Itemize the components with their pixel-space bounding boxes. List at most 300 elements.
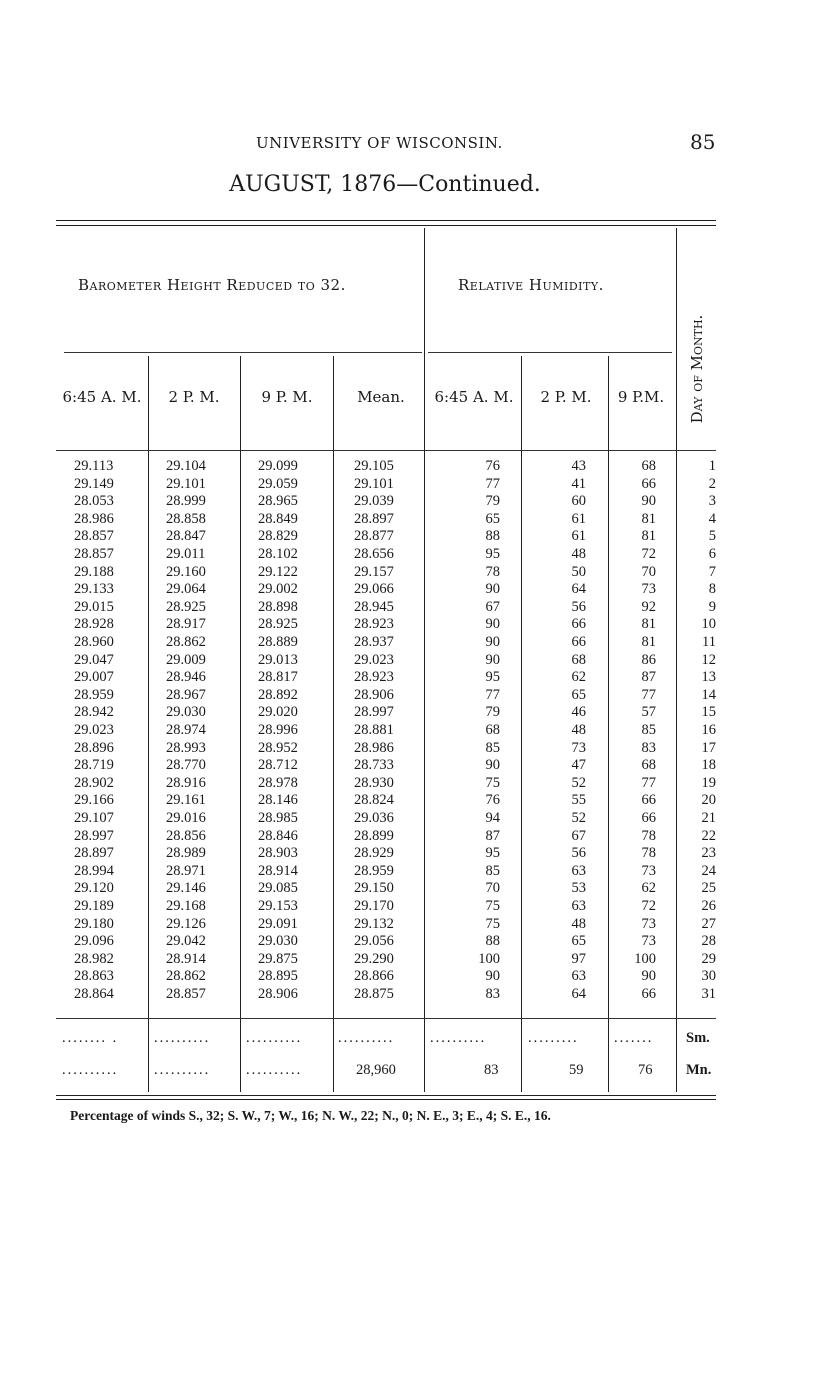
cell-hum-am: 95 [485, 845, 500, 862]
cell-baro-2pm: 29.146 [166, 880, 206, 897]
cell-hum-2pm: 97 [571, 950, 586, 967]
cell-baro-mean: 28.877 [354, 528, 394, 545]
table-row [0, 669, 824, 687]
table-row [0, 616, 824, 634]
cell-hum-9pm: 66 [641, 810, 656, 826]
cell-hum-9pm: 92 [641, 598, 656, 615]
cell-baro-2pm: 29.160 [166, 563, 206, 580]
cell-day: 17 [701, 739, 716, 756]
cell-hum-9pm: 81 [641, 510, 656, 527]
cell-baro-am: 28.959 [74, 686, 114, 703]
sum-row-dots: ......... [528, 1030, 579, 1046]
mean-humidity-2pm: 59 [569, 1062, 584, 1078]
cell-baro-am: 28.986 [74, 510, 114, 527]
cell-baro-9pm: 28.817 [258, 669, 298, 686]
cell-day: 25 [701, 880, 716, 897]
cell-hum-2pm: 48 [571, 915, 586, 932]
table-row [0, 528, 824, 546]
cell-baro-mean: 28.899 [354, 827, 394, 844]
cell-hum-am: 90 [485, 634, 500, 650]
cell-hum-2pm: 65 [571, 686, 586, 703]
cell-baro-mean: 28.923 [354, 616, 394, 633]
cell-hum-am: 94 [485, 810, 500, 826]
table-row [0, 687, 824, 705]
col-header-hum-am: 6:45 A. M. [434, 388, 514, 406]
cell-hum-am: 76 [485, 458, 500, 474]
cell-hum-9pm: 70 [641, 563, 656, 580]
cell-hum-am: 85 [485, 739, 500, 756]
cell-day: 12 [701, 651, 716, 668]
cell-baro-2pm: 29.016 [166, 810, 206, 826]
cell-baro-am: 28.857 [74, 546, 114, 562]
cell-hum-am: 75 [485, 898, 500, 914]
cell-baro-am: 28.982 [74, 950, 114, 967]
cell-baro-mean: 28.897 [354, 510, 394, 527]
cell-baro-2pm: 28.770 [166, 757, 206, 774]
cell-hum-9pm: 85 [641, 722, 656, 738]
cell-baro-am: 28.857 [74, 528, 114, 545]
cell-day: 10 [701, 616, 716, 633]
cell-hum-9pm: 81 [641, 634, 656, 650]
cell-day: 18 [701, 757, 716, 774]
cell-baro-am: 29.120 [74, 880, 114, 897]
cell-day: 29 [701, 950, 716, 967]
cell-baro-am: 29.047 [74, 651, 114, 668]
table-row [0, 599, 824, 617]
table-row [0, 933, 824, 951]
cell-baro-mean: 29.290 [354, 950, 394, 967]
cell-hum-am: 90 [485, 757, 500, 774]
cell-baro-am: 28.942 [74, 704, 114, 721]
cell-hum-am: 95 [485, 546, 500, 562]
cell-baro-am: 28.928 [74, 616, 114, 633]
cell-baro-am: 29.188 [74, 563, 114, 580]
cell-baro-mean: 29.039 [354, 493, 394, 510]
table-row [0, 951, 824, 969]
cell-day: 13 [701, 669, 716, 686]
cell-hum-9pm: 86 [641, 651, 656, 668]
table-row [0, 652, 824, 670]
table-row [0, 511, 824, 529]
cell-day: 11 [702, 634, 716, 650]
cell-day: 27 [701, 915, 716, 932]
cell-baro-9pm: 28.996 [258, 722, 298, 738]
sum-row-dots: ....... [614, 1030, 654, 1046]
cell-baro-am: 29.166 [74, 792, 114, 809]
cell-hum-am: 90 [485, 651, 500, 668]
cell-baro-9pm: 29.875 [258, 950, 298, 967]
cell-baro-2pm: 28.999 [166, 493, 206, 510]
cell-hum-2pm: 60 [571, 493, 586, 510]
cell-baro-am: 29.015 [74, 598, 114, 615]
table-row [0, 898, 824, 916]
cell-baro-am: 28.994 [74, 862, 114, 879]
cell-baro-mean: 29.036 [354, 810, 394, 826]
cell-baro-2pm: 29.042 [166, 933, 206, 950]
cell-hum-2pm: 55 [571, 792, 586, 809]
cell-hum-9pm: 72 [641, 546, 656, 562]
cell-day: 8 [708, 581, 716, 598]
col-header-baro-mean: Mean. [357, 388, 405, 406]
cell-hum-9pm: 66 [641, 475, 656, 492]
cell-baro-mean: 28.929 [354, 845, 394, 862]
cell-hum-9pm: 78 [641, 845, 656, 862]
cell-baro-mean: 28.923 [354, 669, 394, 686]
cell-hum-2pm: 46 [571, 704, 586, 721]
page-title: AUGUST, 1876—Continued. [229, 172, 541, 197]
cell-baro-mean: 29.132 [354, 915, 394, 932]
cell-hum-2pm: 61 [571, 510, 586, 527]
cell-hum-am: 83 [485, 986, 500, 1002]
cell-baro-mean: 29.170 [354, 898, 394, 914]
cell-baro-mean: 29.023 [354, 651, 394, 668]
cell-hum-am: 77 [485, 475, 500, 492]
table-row [0, 476, 824, 494]
barometer-subrule [64, 352, 422, 353]
cell-baro-mean: 29.101 [354, 475, 394, 492]
cell-baro-mean: 28.997 [354, 704, 394, 721]
cell-hum-am: 79 [485, 704, 500, 721]
cell-day: 31 [701, 986, 716, 1002]
cell-day: 15 [701, 704, 716, 721]
cell-hum-9pm: 68 [641, 458, 656, 474]
table-row [0, 880, 824, 898]
table-row [0, 458, 824, 476]
cell-day: 22 [701, 827, 716, 844]
mean-row-dots: .......... [246, 1062, 303, 1078]
cell-hum-2pm: 64 [571, 581, 586, 598]
cell-hum-9pm: 73 [641, 933, 656, 950]
cell-baro-mean: 28.824 [354, 792, 394, 809]
cell-baro-9pm: 28.965 [258, 493, 298, 510]
humidity-group-header: Relative Humidity. [458, 276, 604, 294]
table-row [0, 986, 824, 1004]
cell-hum-am: 67 [485, 598, 500, 615]
cell-hum-2pm: 68 [571, 651, 586, 668]
cell-baro-mean: 28.866 [354, 968, 394, 985]
col-header-baro-9pm: 9 P. M. [261, 388, 313, 406]
cell-hum-am: 87 [485, 827, 500, 844]
table-row [0, 916, 824, 934]
cell-hum-9pm: 81 [641, 528, 656, 545]
sum-row-dots: .......... [154, 1030, 211, 1046]
mean-barometer: 28,960 [356, 1062, 396, 1078]
cell-baro-9pm: 28.102 [258, 546, 298, 562]
cell-hum-am: 77 [485, 686, 500, 703]
cell-baro-2pm: 29.126 [166, 915, 206, 932]
cell-baro-9pm: 29.013 [258, 651, 298, 668]
cell-day: 6 [708, 546, 716, 562]
table-row [0, 810, 824, 828]
cell-day: 24 [701, 862, 716, 879]
cell-hum-9pm: 81 [641, 616, 656, 633]
cell-baro-2pm: 28.857 [166, 986, 206, 1002]
table-row [0, 722, 824, 740]
table-row [0, 968, 824, 986]
cell-baro-9pm: 28.925 [258, 616, 298, 633]
cell-baro-mean: 28.930 [354, 774, 394, 791]
running-head: UNIVERSITY OF WISCONSIN. [256, 134, 503, 152]
cell-hum-2pm: 52 [571, 810, 586, 826]
cell-hum-9pm: 62 [641, 880, 656, 897]
day-of-month-label: Day of Month. [688, 314, 706, 424]
cell-baro-9pm: 29.085 [258, 880, 298, 897]
cell-baro-am: 28.863 [74, 968, 114, 985]
table-row [0, 757, 824, 775]
cell-hum-2pm: 41 [571, 475, 586, 492]
cell-baro-9pm: 29.099 [258, 458, 298, 474]
cell-baro-9pm: 29.020 [258, 704, 298, 721]
cell-hum-9pm: 77 [641, 686, 656, 703]
table-top-rule [56, 220, 716, 221]
table-row [0, 863, 824, 881]
cell-baro-2pm: 29.161 [166, 792, 206, 809]
cell-day: 5 [708, 528, 716, 545]
cell-hum-am: 68 [485, 722, 500, 738]
cell-day: 28 [701, 933, 716, 950]
cell-baro-am: 29.180 [74, 915, 114, 932]
cell-baro-mean: 28.733 [354, 757, 394, 774]
cell-baro-2pm: 29.101 [166, 475, 206, 492]
cell-baro-am: 28.960 [74, 634, 114, 650]
mean-row-dots: .......... [62, 1062, 119, 1078]
cell-baro-2pm: 29.104 [166, 458, 206, 474]
cell-baro-mean: 28.881 [354, 722, 394, 738]
cell-hum-2pm: 62 [571, 669, 586, 686]
cell-baro-9pm: 28.889 [258, 634, 298, 650]
mean-humidity-9pm: 76 [638, 1062, 653, 1078]
cell-baro-9pm: 28.898 [258, 598, 298, 615]
cell-baro-am: 29.133 [74, 581, 114, 598]
cell-hum-2pm: 56 [571, 598, 586, 615]
cell-hum-9pm: 73 [641, 581, 656, 598]
cell-day: 9 [708, 598, 716, 615]
cell-hum-9pm: 57 [641, 704, 656, 721]
cell-hum-9pm: 72 [641, 898, 656, 914]
col-header-baro-2pm: 2 P. M. [168, 388, 220, 406]
wind-footnote: Percentage of winds S., 32; S. W., 7; W., 16; N. W., 22; N., 0; N. E., 3; E., 4; S. E., 16. [70, 1108, 551, 1123]
col-header-baro-am: 6:45 A. M. [62, 388, 142, 406]
cell-hum-am: 78 [485, 563, 500, 580]
cell-baro-2pm: 28.925 [166, 598, 206, 615]
sum-row-dots: .......... [338, 1030, 395, 1046]
cell-hum-am: 75 [485, 774, 500, 791]
cell-day: 1 [708, 458, 716, 474]
cell-baro-mean: 29.105 [354, 458, 394, 474]
cell-hum-9pm: 90 [641, 968, 656, 985]
cell-hum-9pm: 66 [641, 986, 656, 1002]
cell-hum-9pm: 73 [641, 862, 656, 879]
cell-baro-2pm: 28.993 [166, 739, 206, 756]
cell-hum-2pm: 53 [571, 880, 586, 897]
cell-baro-2pm: 28.974 [166, 722, 206, 738]
cell-hum-am: 65 [485, 510, 500, 527]
cell-day: 3 [708, 493, 716, 510]
cell-baro-mean: 29.066 [354, 581, 394, 598]
cell-day: 21 [701, 810, 716, 826]
table-row [0, 704, 824, 722]
cell-hum-2pm: 64 [571, 986, 586, 1002]
cell-baro-am: 28.896 [74, 739, 114, 756]
cell-baro-mean: 29.150 [354, 880, 394, 897]
cell-baro-2pm: 28.856 [166, 827, 206, 844]
sum-label: Sm. [686, 1030, 710, 1046]
table-row [0, 634, 824, 652]
cell-baro-2pm: 28.914 [166, 950, 206, 967]
table-bottom-rule [56, 1095, 716, 1096]
cell-baro-9pm: 28.895 [258, 968, 298, 985]
cell-baro-2pm: 28.967 [166, 686, 206, 703]
table-row [0, 740, 824, 758]
cell-baro-2pm: 29.030 [166, 704, 206, 721]
cell-baro-am: 28.997 [74, 827, 114, 844]
cell-baro-am: 28.902 [74, 774, 114, 791]
cell-baro-mean: 29.056 [354, 933, 394, 950]
cell-hum-2pm: 66 [571, 616, 586, 633]
cell-hum-am: 90 [485, 581, 500, 598]
cell-baro-9pm: 28.146 [258, 792, 298, 809]
cell-baro-mean: 28.959 [354, 862, 394, 879]
cell-baro-am: 28.897 [74, 845, 114, 862]
cell-baro-9pm: 29.030 [258, 933, 298, 950]
cell-day: 7 [708, 563, 716, 580]
cell-baro-mean: 29.157 [354, 563, 394, 580]
cell-baro-9pm: 28.712 [258, 757, 298, 774]
cell-baro-9pm: 28.892 [258, 686, 298, 703]
cell-baro-mean: 28.937 [354, 634, 394, 650]
cell-day: 26 [701, 898, 716, 914]
cell-baro-2pm: 28.989 [166, 845, 206, 862]
table-row [0, 546, 824, 564]
cell-hum-2pm: 63 [571, 862, 586, 879]
cell-day: 30 [701, 968, 716, 985]
cell-hum-2pm: 63 [571, 968, 586, 985]
cell-day: 14 [701, 686, 716, 703]
cell-hum-2pm: 56 [571, 845, 586, 862]
cell-baro-9pm: 29.002 [258, 581, 298, 598]
cell-baro-9pm: 28.903 [258, 845, 298, 862]
cell-day: 2 [708, 475, 716, 492]
cell-baro-2pm: 29.009 [166, 651, 206, 668]
cell-hum-2pm: 52 [571, 774, 586, 791]
cell-hum-am: 100 [478, 950, 500, 967]
sum-row-dots: ........ . [62, 1030, 119, 1046]
sum-row-dots: .......... [430, 1030, 487, 1046]
table-row [0, 564, 824, 582]
cell-hum-am: 95 [485, 669, 500, 686]
cell-baro-9pm: 28.846 [258, 827, 298, 844]
cell-baro-mean: 28.986 [354, 739, 394, 756]
cell-hum-2pm: 66 [571, 634, 586, 650]
cell-baro-mean: 28.656 [354, 546, 394, 562]
cell-baro-9pm: 28.849 [258, 510, 298, 527]
cell-baro-2pm: 29.064 [166, 581, 206, 598]
summary-rule [56, 1018, 716, 1019]
cell-baro-2pm: 28.847 [166, 528, 206, 545]
cell-baro-am: 29.023 [74, 722, 114, 738]
cell-hum-am: 88 [485, 528, 500, 545]
cell-hum-9pm: 68 [641, 757, 656, 774]
cell-baro-2pm: 28.862 [166, 634, 206, 650]
cell-hum-9pm: 83 [641, 739, 656, 756]
cell-baro-9pm: 28.914 [258, 862, 298, 879]
mean-humidity-am: 83 [484, 1062, 499, 1078]
cell-hum-2pm: 48 [571, 722, 586, 738]
cell-hum-am: 76 [485, 792, 500, 809]
cell-hum-2pm: 48 [571, 546, 586, 562]
table-row [0, 828, 824, 846]
mean-row-dots: .......... [154, 1062, 211, 1078]
barometer-group-header: Barometer Height Reduced to 32. [78, 276, 346, 294]
humidity-subrule [428, 352, 672, 353]
cell-baro-9pm: 28.829 [258, 528, 298, 545]
cell-baro-9pm: 28.978 [258, 774, 298, 791]
cell-hum-2pm: 47 [571, 757, 586, 774]
cell-hum-am: 75 [485, 915, 500, 932]
cell-baro-9pm: 28.952 [258, 739, 298, 756]
cell-baro-am: 28.053 [74, 493, 114, 510]
cell-baro-2pm: 28.916 [166, 774, 206, 791]
table-row [0, 581, 824, 599]
cell-hum-2pm: 61 [571, 528, 586, 545]
cell-hum-9pm: 100 [634, 950, 656, 967]
cell-hum-2pm: 63 [571, 898, 586, 914]
cell-hum-am: 79 [485, 493, 500, 510]
cell-hum-2pm: 73 [571, 739, 586, 756]
cell-hum-2pm: 43 [571, 458, 586, 474]
cell-hum-2pm: 65 [571, 933, 586, 950]
cell-hum-9pm: 87 [641, 669, 656, 686]
cell-baro-2pm: 29.168 [166, 898, 206, 914]
cell-baro-2pm: 28.917 [166, 616, 206, 633]
cell-day: 20 [701, 792, 716, 809]
page-number: 85 [690, 130, 716, 154]
cell-baro-mean: 28.906 [354, 686, 394, 703]
cell-baro-9pm: 29.059 [258, 475, 298, 492]
cell-baro-am: 29.107 [74, 810, 114, 826]
cell-hum-9pm: 78 [641, 827, 656, 844]
cell-baro-9pm: 29.153 [258, 898, 298, 914]
cell-baro-2pm: 28.858 [166, 510, 206, 527]
cell-baro-am: 29.096 [74, 933, 114, 950]
cell-hum-9pm: 90 [641, 493, 656, 510]
day-of-month-header [680, 300, 714, 450]
sum-row-dots: .......... [246, 1030, 303, 1046]
cell-baro-9pm: 29.091 [258, 915, 298, 932]
cell-baro-am: 29.189 [74, 898, 114, 914]
cell-baro-2pm: 28.946 [166, 669, 206, 686]
table-row [0, 493, 824, 511]
cell-day: 16 [701, 722, 716, 738]
cell-hum-am: 70 [485, 880, 500, 897]
cell-hum-am: 90 [485, 968, 500, 985]
cell-baro-mean: 28.875 [354, 986, 394, 1002]
cell-hum-2pm: 67 [571, 827, 586, 844]
cell-hum-9pm: 77 [641, 774, 656, 791]
cell-baro-2pm: 28.971 [166, 862, 206, 879]
cell-baro-am: 29.149 [74, 475, 114, 492]
mean-label: Mn. [686, 1062, 712, 1078]
table-row [0, 845, 824, 863]
cell-hum-am: 90 [485, 616, 500, 633]
header-bottom-rule [56, 450, 716, 451]
cell-baro-2pm: 29.011 [166, 546, 206, 562]
cell-baro-mean: 28.945 [354, 598, 394, 615]
cell-baro-am: 28.719 [74, 757, 114, 774]
cell-day: 4 [708, 510, 716, 527]
cell-baro-9pm: 28.985 [258, 810, 298, 826]
cell-baro-am: 29.007 [74, 669, 114, 686]
